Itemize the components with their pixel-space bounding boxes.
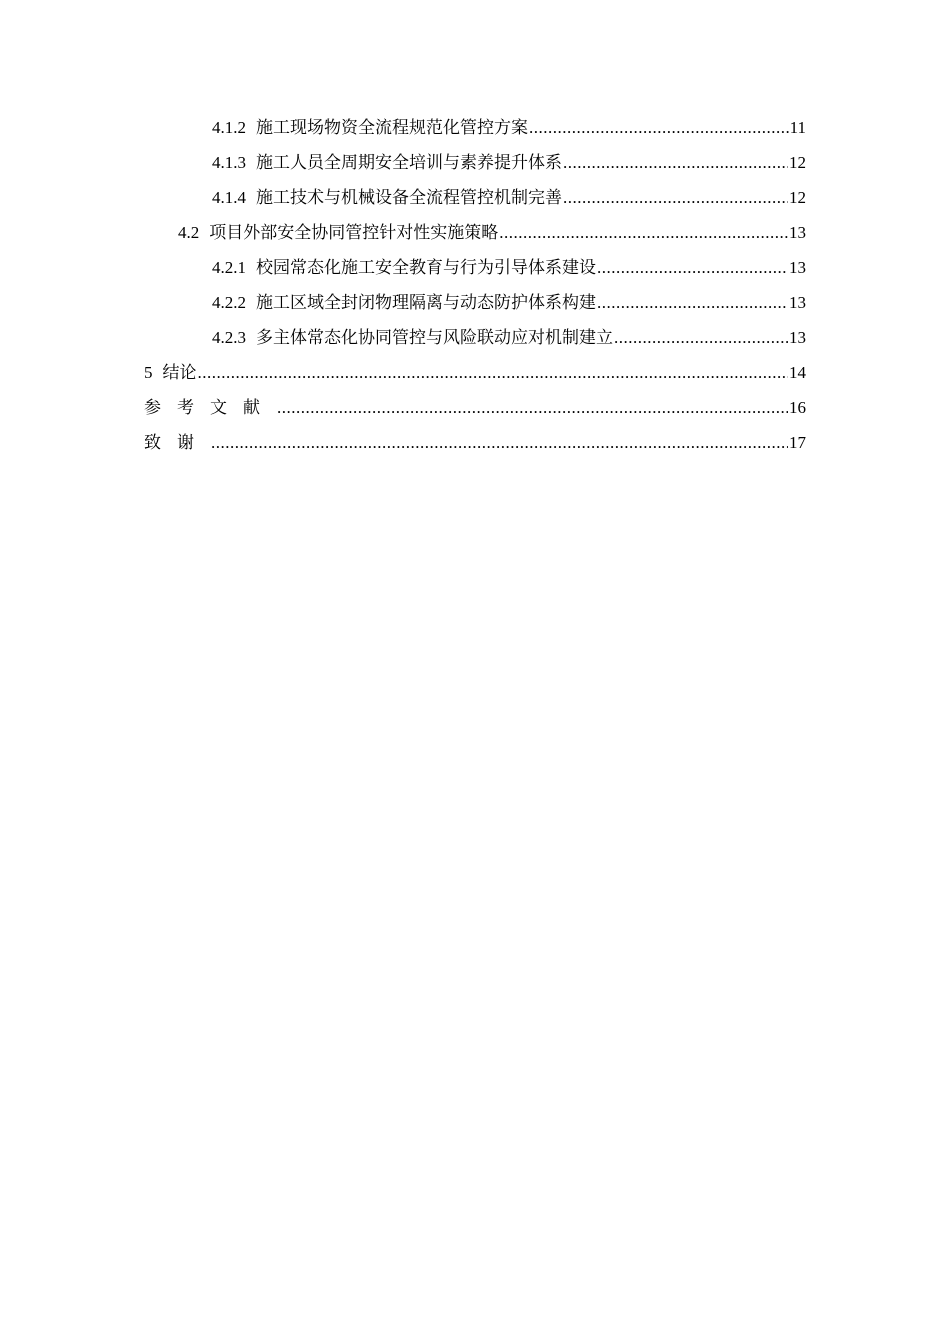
table-of-contents [0,110,950,460]
toc-entry-page: 12 [789,188,806,207]
toc-entry-page: 13 [789,258,806,277]
toc-entry-page: 14 [789,363,806,382]
toc-entry-page: 16 [789,398,806,417]
dot-leader [277,390,788,425]
toc-entry-acknowledgements[interactable] [0,425,950,460]
toc-entry-4-2[interactable] [0,215,950,250]
toc-entry-4-2-1[interactable] [0,250,950,285]
toc-entry-title: 结论 [162,363,197,382]
toc-entry-page: 13 [789,328,806,347]
toc-entry-title: 致谢 [144,433,210,452]
toc-entry-page: 13 [789,223,806,242]
toc-entry-number: 4.1.3 [212,153,246,172]
dot-leader [597,250,788,285]
toc-entry-page: 17 [789,433,806,452]
toc-entry-page: 13 [789,293,806,312]
toc-entry-4-2-2[interactable] [0,285,950,320]
dot-leader [529,110,789,145]
toc-entry-number: 4.2.1 [212,258,246,277]
toc-entry-5-conclusion[interactable] [0,355,950,390]
toc-entry-title: 校园常态化施工安全教育与行为引导体系建设 [256,258,596,277]
toc-entry-number: 4.2.3 [212,328,246,347]
toc-entry-title: 项目外部安全协同管控针对性实施策略 [209,223,499,242]
dot-leader [211,425,788,460]
dot-leader [563,145,788,180]
toc-entry-title: 施工人员全周期安全培训与素养提升体系 [256,153,562,172]
toc-entry-title: 施工现场物资全流程规范化管控方案 [256,118,528,137]
dot-leader [614,320,788,355]
toc-entry-number: 5 [144,363,153,382]
toc-entry-number: 4.2 [178,223,200,242]
toc-entry-number: 4.1.2 [212,118,246,137]
toc-entry-number: 4.2.2 [212,293,246,312]
toc-entry-4-1-3[interactable] [0,145,950,180]
toc-entry-4-2-3[interactable] [0,320,950,355]
toc-entry-title: 施工区域全封闭物理隔离与动态防护体系构建 [256,293,596,312]
toc-entry-title: 多主体常态化协同管控与风险联动应对机制建立 [256,328,613,347]
dot-leader [198,355,789,390]
toc-entry-4-1-4[interactable] [0,180,950,215]
toc-entry-page: 12 [789,153,806,172]
dot-leader [597,285,788,320]
toc-entry-4-1-2[interactable] [0,110,950,145]
toc-entry-references[interactable] [0,390,950,425]
toc-entry-title: 参考文献 [144,398,276,417]
dot-leader [499,215,788,250]
toc-entry-title: 施工技术与机械设备全流程管控机制完善 [256,188,562,207]
dot-leader [563,180,788,215]
toc-entry-number: 4.1.4 [212,188,246,207]
toc-entry-page: 11 [789,118,806,137]
